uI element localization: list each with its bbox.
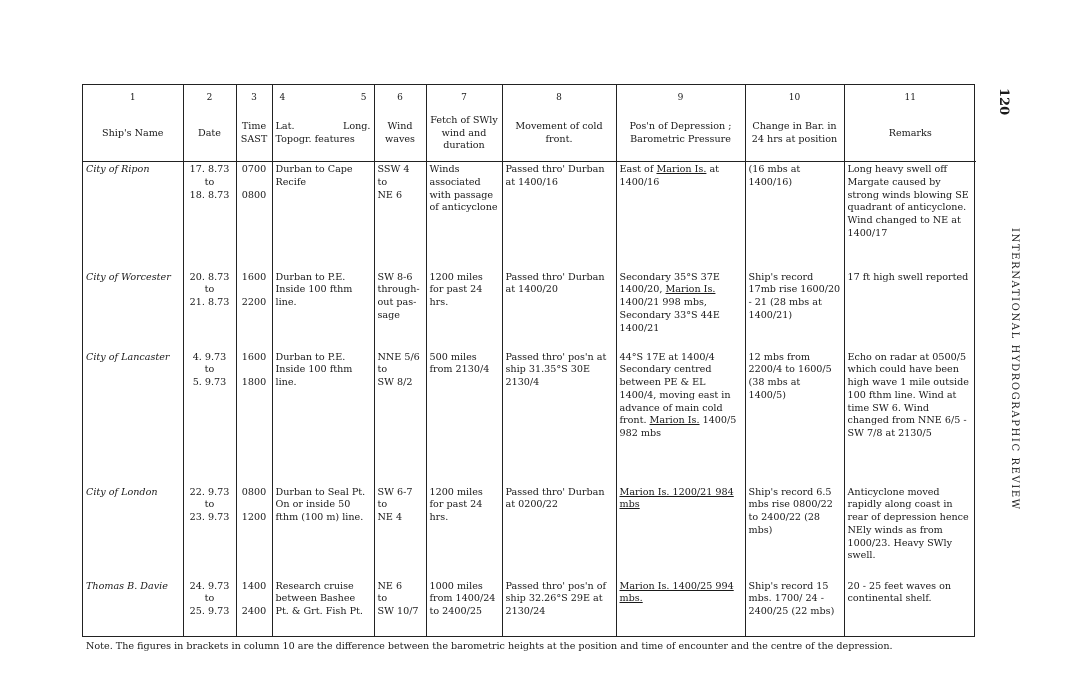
col-header-fetch: Fetch of SWly wind and duration	[426, 107, 502, 162]
ship-name: City of Ripon	[86, 164, 150, 175]
depression-underlined: Marion Is.	[665, 284, 716, 296]
time-end: 1800	[241, 377, 267, 389]
ship-name: City of London	[86, 486, 158, 498]
time-gap	[240, 364, 269, 377]
wind-line: sage	[377, 309, 400, 321]
depression-position	[616, 270, 745, 350]
position-features: Research cruise between Bashee Pt. & Grt. Fish Pt.	[272, 579, 374, 637]
date-end: 18. 8.73	[189, 189, 230, 201]
time-start: 1400	[241, 580, 267, 592]
col-header-long: Long.	[342, 121, 371, 133]
col-header-depression: Pos'n of Depression ; Barometric Pressure	[616, 107, 745, 162]
depression-position	[616, 485, 745, 579]
time-cell	[236, 270, 272, 350]
bar-change: Ship's record 6.5 mbs rise 0800/22 to 2400/22 (28 mbs)	[745, 485, 844, 579]
wind-waves	[374, 579, 426, 637]
col-header-topogr: Topogr. features	[275, 134, 355, 145]
cold-front-movement: Passed thro' Durban at 1400/20	[502, 270, 616, 350]
time-gap	[240, 593, 269, 606]
date-end: 5. 9.73	[192, 377, 227, 389]
wind-line: NE 6	[377, 580, 403, 592]
depression-text: at 1400/16	[619, 164, 720, 188]
time-start: 0800	[241, 486, 267, 498]
running-head: INTERNATIONAL HYDROGRAPHIC REVIEW	[1009, 228, 1020, 511]
depression-underlined: Marion Is. 1200/21 984 mbs	[619, 486, 734, 511]
col-header-remarks: Remarks	[844, 107, 976, 162]
wind-line: NE 4	[377, 512, 403, 524]
col-header-time: Time SAST	[236, 107, 272, 162]
date-end: 23. 9.73	[189, 512, 230, 524]
fetch: 500 miles from 2130/4	[426, 350, 502, 485]
col-number-4: 4	[279, 92, 286, 103]
position-features: Durban to P.E. Inside 100 fthm line.	[272, 350, 374, 485]
data-table	[82, 84, 975, 637]
fetch: 1200 miles for past 24 hrs.	[426, 270, 502, 350]
time-end: 2200	[241, 297, 267, 309]
table-row	[83, 350, 976, 485]
date-cell	[183, 162, 236, 270]
date-end: 21. 8.73	[189, 297, 230, 309]
date-to: to	[204, 176, 215, 188]
remarks: Echo on radar at 0500/5 which could have been high wave 1 mile outside 100 fthm line. Wind at time SW 6. Wind changed from NNE 6/5 - SW 7/8 at 2130/5	[844, 350, 976, 485]
wind-line: to	[377, 499, 388, 511]
time-cell	[236, 350, 272, 485]
depression-underlined: Marion Is. 1400/25 994 mbs.	[619, 580, 734, 605]
fetch: 1000 miles from 1400/24 to 2400/25	[426, 579, 502, 637]
depression-text: 44°S 17E at 1400/4 Secondary centred between PE & EL 1400/4, moving east in advance of main cold front.	[619, 351, 731, 427]
position-features: Durban to Seal Pt. On or inside 50 fthm (100 m) line.	[272, 485, 374, 579]
col-number-11: 11	[844, 85, 976, 107]
col-number-4-5	[272, 85, 374, 107]
depression-position	[616, 350, 745, 485]
col-number-2: 2	[183, 85, 236, 107]
cold-front-movement: Passed thro' Durban at 0200/22	[502, 485, 616, 579]
depression-underlined: Marion Is.	[656, 164, 707, 175]
table-row	[83, 162, 976, 270]
remarks: Long heavy swell off Margate caused by strong winds blowing SE quadrant of anticyclone. Wind changed to NE at 1400/17	[844, 162, 976, 270]
wind-line: SW 6-7	[377, 486, 413, 498]
date-to: to	[204, 499, 215, 511]
date-to: to	[204, 364, 215, 376]
wind-waves	[374, 162, 426, 270]
date-to: to	[204, 284, 215, 296]
wind-line: out pas-	[377, 297, 417, 309]
bar-change: 12 mbs from 2200/4 to 1600/5 (38 mbs at 1400/5)	[745, 350, 844, 485]
time-end: 1200	[241, 512, 267, 524]
wind-waves	[374, 485, 426, 579]
col-number-3: 3	[236, 85, 272, 107]
footnote: Note. The figures in brackets in column 10 are the difference between the barometric heights at the position and time of encounter and the centre of the depression.	[86, 641, 893, 652]
remarks: 17 ft high swell reported	[844, 270, 976, 350]
depression-text: 1400/5 982 mbs	[619, 415, 737, 440]
date-start: 22. 9.73	[189, 486, 230, 498]
position-features: Durban to Cape Recife	[272, 162, 374, 270]
col-header-position	[272, 107, 374, 162]
date-start: 24. 9.73	[189, 580, 230, 592]
ship-name: City of Worcester	[86, 271, 171, 283]
date-start: 17. 8.73	[189, 164, 230, 175]
bar-change: Ship's record 15 mbs. 1700/ 24 - 2400/25 (22 mbs)	[745, 579, 844, 637]
bar-change: (16 mbs at 1400/16)	[745, 162, 844, 270]
wind-waves	[374, 350, 426, 485]
date-cell	[183, 485, 236, 579]
date-end: 25. 9.73	[189, 606, 230, 618]
date-to: to	[204, 593, 215, 605]
col-header-movement: Movement of cold front.	[502, 107, 616, 162]
col-header-change: Change in Bar. in 24 hrs at position	[745, 107, 844, 162]
col-header-wind: Wind waves	[374, 107, 426, 162]
depression-position	[616, 579, 745, 637]
col-number-7: 7	[426, 85, 502, 107]
col-number-1: 1	[129, 92, 136, 103]
wind-waves	[374, 270, 426, 350]
wind-line: to	[377, 176, 388, 188]
fetch: 1200 miles for past 24 hrs.	[426, 485, 502, 579]
col-header-ship: Ship's Name	[83, 107, 183, 162]
depression-text: East of	[619, 164, 657, 175]
wind-line: SSW 4	[377, 164, 410, 175]
time-gap	[240, 499, 269, 512]
time-start: 1600	[241, 351, 267, 363]
time-start: 0700	[241, 164, 267, 175]
time-cell	[236, 162, 272, 270]
time-start: 1600	[241, 271, 267, 283]
depression-position	[616, 162, 745, 270]
cold-front-movement: Passed thro' Durban at 1400/16	[502, 162, 616, 270]
wind-line: NNE 5/6	[377, 351, 420, 363]
time-end: 0800	[241, 189, 267, 201]
header-number-row	[83, 85, 976, 107]
col-number-5: 5	[360, 92, 367, 103]
time-cell	[236, 485, 272, 579]
date-cell	[183, 270, 236, 350]
depression-underlined: Marion Is.	[649, 415, 700, 427]
bar-change: Ship's record 17mb rise 1600/20 - 21 (28 mbs at 1400/21)	[745, 270, 844, 350]
wind-line: through-	[377, 284, 420, 296]
wind-line: to	[377, 593, 388, 605]
wind-line: to	[377, 364, 388, 376]
cold-front-movement: Passed thro' pos'n at ship 31.35°S 30E 2130/4	[502, 350, 616, 485]
remarks: Anticyclone moved rapidly along coast in rear of depression hence NEly winds as from 1000/23. Heavy SWly swell.	[844, 485, 976, 579]
remarks: 20 - 25 feet waves on continental shelf.	[844, 579, 976, 637]
time-gap	[240, 177, 269, 190]
ship-name: City of Lancaster	[86, 351, 170, 363]
date-cell	[183, 579, 236, 637]
date-cell	[183, 350, 236, 485]
fetch: Winds associated with passage of anticyclone	[426, 162, 502, 270]
header-name-row	[83, 107, 976, 162]
col-header-date: Date	[183, 107, 236, 162]
wind-line: SW 10/7	[377, 606, 419, 618]
time-cell	[236, 579, 272, 637]
col-number-10: 10	[745, 85, 844, 107]
col-number-8: 8	[502, 85, 616, 107]
col-number-9: 9	[616, 85, 745, 107]
date-start: 20. 8.73	[189, 271, 230, 283]
wind-line: NE 6	[377, 189, 403, 201]
depression-text: 1400/21 998 mbs, Secondary 33°S 44E 1400/21	[619, 297, 720, 334]
date-start: 4. 9.73	[192, 351, 227, 363]
table-row	[83, 270, 976, 350]
wind-line: SW 8/2	[377, 377, 413, 389]
cold-front-movement: Passed thro' pos'n of ship 32.26°S 29E at 2130/24	[502, 579, 616, 637]
col-number-6: 6	[374, 85, 426, 107]
time-gap	[240, 284, 269, 297]
table-row	[83, 579, 976, 637]
position-features: Durban to P.E. Inside 100 fthm line.	[272, 270, 374, 350]
page-number: 120	[996, 88, 1011, 116]
ship-name: Thomas B. Davie	[86, 580, 168, 592]
table-row	[83, 485, 976, 579]
col-header-lat: Lat.	[275, 121, 295, 133]
wind-line: SW 8-6	[377, 271, 413, 283]
depression-text: Secondary 35°S 37E 1400/20,	[619, 271, 720, 296]
time-end: 2400	[241, 606, 267, 618]
